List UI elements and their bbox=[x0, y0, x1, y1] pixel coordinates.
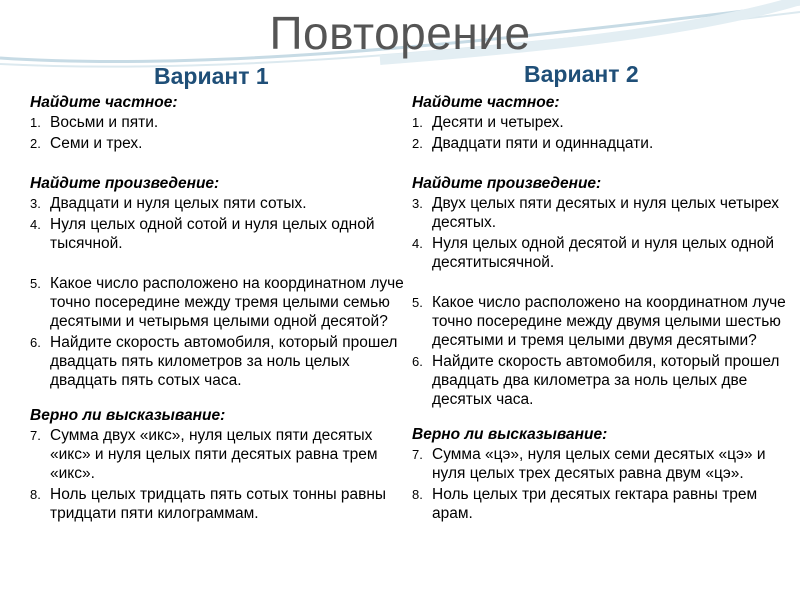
item-text: Двух целых пяти десятых и нуля целых четырех десятых. bbox=[432, 195, 780, 231]
section-header-product: Найдите произведение: bbox=[412, 175, 602, 192]
item-number: 6. bbox=[30, 335, 41, 350]
list-item bbox=[30, 426, 415, 483]
item-number: 8. bbox=[30, 487, 41, 502]
item-text: Сумма двух «икс», нуля целых пяти десятых «икс» и нуля целых пяти десятых равна трем «икс». bbox=[50, 427, 378, 482]
item-text: Ноль целых тридцать пять сотых тонны равны тридцати пяти килограммам. bbox=[50, 486, 387, 522]
item-number: 3. bbox=[30, 196, 41, 211]
item-text: Найдите скорость автомобиля, который прошел двадцать два километра за ноль целых две десятых часа. bbox=[432, 353, 780, 408]
item-text: Какое число расположено на координатном луче точно посередине между двумя целыми шестью десятыми и тремя целыми двумя десятыми? bbox=[432, 294, 786, 349]
item-number: 3. bbox=[412, 196, 423, 211]
list-item bbox=[412, 352, 797, 409]
list-item bbox=[30, 215, 415, 253]
list-item bbox=[30, 333, 415, 390]
item-number: 2. bbox=[30, 136, 41, 151]
list-item bbox=[412, 194, 797, 232]
section-header-product: Найдите произведение: bbox=[30, 175, 220, 192]
variant-1-title: Вариант 1 bbox=[154, 63, 269, 89]
slide-title: Повторение bbox=[269, 7, 531, 59]
item-text: Семи и трех. bbox=[50, 135, 143, 152]
item-number: 1. bbox=[30, 115, 41, 130]
list-item bbox=[30, 113, 415, 132]
variant-1-content bbox=[30, 93, 415, 525]
item-text: Нуля целых одной сотой и нуля целых одной тысячной. bbox=[50, 216, 375, 252]
section-header-statement: Верно ли высказывание: bbox=[412, 426, 608, 443]
item-text: Восьми и пяти. bbox=[50, 114, 159, 131]
item-text: Какое число расположено на координатном луче точно посередине между тремя целыми семью десятыми и четырьмя целыми одной десятой? bbox=[50, 275, 404, 330]
item-number: 7. bbox=[30, 428, 41, 443]
list-item bbox=[412, 293, 797, 350]
list-item bbox=[412, 485, 797, 523]
list-item bbox=[30, 274, 415, 331]
list-item bbox=[30, 485, 415, 523]
list-item bbox=[412, 113, 797, 132]
item-text: Двадцати и нуля целых пяти сотых. bbox=[50, 195, 307, 212]
list-item bbox=[30, 134, 415, 153]
item-text: Сумма «цэ», нуля целых семи десятых «цэ» и нуля целых трех десятых равна двум «цэ». bbox=[432, 446, 766, 482]
item-number: 7. bbox=[412, 447, 423, 462]
section-header-quotient: Найдите частное: bbox=[30, 94, 178, 111]
list-item bbox=[412, 134, 797, 153]
item-number: 4. bbox=[412, 236, 423, 251]
item-number: 2. bbox=[412, 136, 423, 151]
section-header-statement: Верно ли высказывание: bbox=[30, 407, 226, 424]
variant-2-title: Вариант 2 bbox=[524, 61, 639, 87]
item-number: 4. bbox=[30, 217, 41, 232]
item-text: Двадцати пяти и одиннадцати. bbox=[432, 135, 654, 152]
section-header-quotient: Найдите частное: bbox=[412, 94, 560, 111]
item-number: 1. bbox=[412, 115, 423, 130]
item-number: 5. bbox=[412, 295, 423, 310]
list-item bbox=[412, 234, 797, 272]
item-text: Найдите скорость автомобиля, который прошел двадцать пять километров за ноль целых двадцать пять сотых часа. bbox=[50, 334, 398, 389]
item-number: 8. bbox=[412, 487, 423, 502]
list-item bbox=[30, 194, 415, 213]
item-number: 6. bbox=[412, 354, 423, 369]
list-item bbox=[412, 445, 797, 483]
variant-2-content bbox=[412, 93, 797, 525]
item-text: Ноль целых три десятых гектара равны трем арам. bbox=[432, 486, 758, 522]
item-text: Десяти и четырех. bbox=[432, 114, 564, 131]
item-number: 5. bbox=[30, 276, 41, 291]
item-text: Нуля целых одной десятой и нуля целых одной десятитысячной. bbox=[432, 235, 775, 271]
